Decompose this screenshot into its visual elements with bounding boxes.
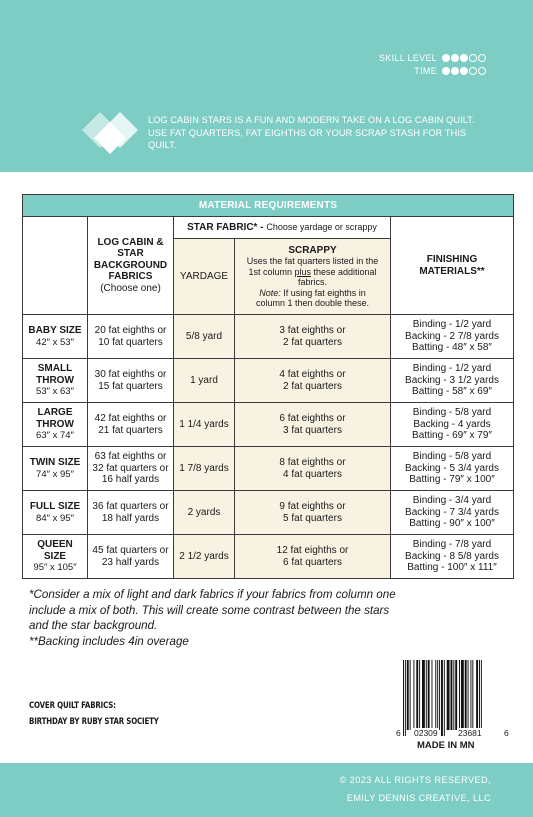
barcode-bar [455,660,457,730]
finishing-cell [391,535,514,579]
table-row [23,315,514,359]
barcode-bar [437,660,438,730]
fabric-line: 45 fat quarters or [92,545,169,556]
copyright-company: EMILY DENNIS CREATIVE, LLC [346,793,491,803]
size-cell [23,491,88,535]
barcode-bar [403,660,404,736]
fabric-cell [88,447,174,491]
scrappy-desc-part: 1st column [248,266,295,277]
size-cell [23,359,88,403]
table-title: MATERIAL REQUIREMENTS [23,195,514,217]
rating-dot-filled [451,67,459,75]
barcode-bar [435,660,436,730]
header-band [0,0,533,172]
scrappy-cell [235,535,391,579]
batting-line: Batting - 90″ x 100″ [409,518,495,530]
intro-line: LOG CABIN STARS IS A FUN AND MODERN TAKE ON A LOG CABIN QUILT. [148,115,475,125]
rating-dot-filled [451,54,459,62]
finishing-cell [391,359,514,403]
finishing-cell [391,315,514,359]
star-fabric-label: STAR FABRIC* - [187,221,264,233]
binding-line: Binding - 5/8 yard [412,451,492,463]
time-label: TIME [414,66,437,76]
cover-fabrics [29,698,159,730]
yardage-cell: 1 7/8 yards [174,447,235,491]
barcode-bar [432,660,433,730]
scrappy-line: 4 fat eighths or [279,369,346,380]
size-name: LARGE [37,407,73,419]
barcode-bar [413,660,414,730]
barcode-bar [422,660,425,730]
scrappy-line: 12 fat eighths or [276,545,349,556]
barcode-bar [479,660,480,736]
size-name: THROW [36,374,74,386]
binding-line: Binding - 3/4 yard [412,495,492,507]
binding-line: Binding - 1/2 yard [412,319,492,331]
size-cell [23,403,88,447]
scrappy-line: 6 fat eighths or [279,413,346,424]
header-text: STAR [117,248,144,260]
size-dimensions: 95″ x 105″ [33,562,77,574]
barcode-bar [407,660,409,730]
scrappy-cell [235,403,391,447]
scrappy-cell [235,447,391,491]
scrappy-note-text: If using fat eighths in [280,287,366,298]
barcode-bars [401,660,505,738]
table-row [23,535,514,579]
size-name: QUEEN [37,539,73,551]
size-dimensions: 63″ x 74″ [36,430,74,442]
binding-line: Binding - 5/8 yard [412,407,492,419]
scrappy-cell [235,491,391,535]
scrappy-line: 2 fat quarters [283,336,342,348]
cover-fabrics-name: BIRTHDAY BY RUBY STAR SOCIETY [29,717,159,727]
scrappy-note-line [237,288,388,299]
fabric-cell [88,359,174,403]
size-dimensions: 53″ x 63″ [36,386,74,398]
barcode-bar [465,660,467,730]
yardage-cell: 5/8 yard [174,315,235,359]
footnote-line: **Backing includes 4in overage [29,634,189,648]
batting-line: Batting - 79″ x 100″ [409,474,495,486]
scrappy-note-line: column 1 then double these. [255,298,370,308]
size-dimensions: 74″ x 95″ [36,468,74,480]
backing-line: Backing - 7 3/4 yards [405,506,499,518]
fabric-cell [88,315,174,359]
size-name: SMALL [37,363,73,375]
fabric-line: 63 fat eighths or [94,451,167,463]
header-text: SCRAPPY [288,244,337,256]
backing-line: Backing - 4 yards [413,418,491,430]
skill-level-row [379,53,486,63]
star-fabric-note: Choose yardage or scrappy [266,221,377,232]
footer-band [0,763,533,817]
scrappy-desc-line: Uses the fat quarters listed in the [246,256,379,266]
size-rows [23,315,514,579]
barcode-bar [428,660,430,730]
header-text: FABRICS [108,271,153,283]
fabric-cell [88,403,174,447]
scrappy-line: 2 fat quarters [283,380,342,392]
barcode-bar [453,660,454,730]
log-cabin-diamond-logo [78,108,142,160]
scrappy-cell [235,359,391,403]
scrappy-line: 5 fat quarters [283,512,342,524]
barcode-bar [459,660,460,730]
scrappy-line: 3 fat eighths or [279,325,346,336]
time-rating [442,67,486,75]
skill-level-rating [442,54,486,62]
backing-line: Backing - 8 5/8 yards [405,550,499,562]
scrappy-note-label: Note: [259,287,281,298]
barcode-group-2: 23681 [458,728,482,738]
rating-dot-filled [460,54,468,62]
finishing-cell [391,403,514,447]
fabric-line: 36 fat quarters or [92,501,169,512]
header-size-empty [23,217,88,315]
scrappy-line: 9 fat eighths or [279,501,346,512]
footnote-line: include a mix of both. This will create some contrast between the stars [29,603,390,617]
size-cell [23,535,88,579]
rating-dot-empty [469,67,477,75]
barcode-bar [444,660,445,736]
fabric-line: 21 fat quarters [98,424,163,436]
fabric-line: 10 fat quarters [98,336,163,348]
batting-line: Batting - 58″ x 69″ [412,386,492,398]
barcode-bar [461,660,464,730]
header-text: MATERIALS** [419,265,485,277]
yardage-cell: 1 yard [174,359,235,403]
scrappy-line: 8 fat eighths or [279,457,346,468]
size-name: TWIN SIZE [29,457,81,468]
rating-dot-filled [460,67,468,75]
batting-line: Batting - 48″ x 58″ [412,342,492,354]
barcode-bar [447,660,450,730]
table-row [23,403,514,447]
scrappy-description [237,256,388,309]
fabric-line: 42 fat eighths or [94,413,167,424]
barcode-bar [476,660,478,730]
fabric-cell [88,535,174,579]
intro-line: USE FAT QUARTERS, FAT EIGHTHS OR YOUR SCRAP STASH FOR THIS [148,127,467,138]
table-title-row [23,195,514,217]
fabric-cell [88,491,174,535]
fabric-line: 32 fat quarters or [92,462,169,474]
barcode-bar [468,660,469,730]
fabric-line: 18 half yards [101,512,160,524]
barcode-bar [439,660,440,730]
intro-line: QUILT. [148,140,177,150]
fabric-line: 15 fat quarters [98,380,163,392]
copyright [340,771,491,807]
yardage-cell: 2 1/2 yards [174,535,235,579]
backing-line: Backing - 3 1/2 yards [405,374,499,386]
header-scrappy [235,239,391,315]
barcode-bar [405,660,406,736]
binding-line: Binding - 7/8 yard [412,539,492,551]
material-requirements-table [22,194,514,579]
scrappy-line: 4 fat quarters [283,468,342,480]
barcode-bar [481,660,482,736]
scrappy-desc-line: fabrics. [297,277,327,287]
cover-fabrics-label: COVER QUILT FABRICS: [29,701,116,711]
scrappy-line: 3 fat quarters [283,424,342,436]
batting-line: Batting - 69″ x 79″ [412,430,492,442]
size-name: THROW [36,418,74,430]
barcode-group-1: 02309 [414,728,438,738]
scrappy-desc-plus: plus [294,266,311,277]
upc-barcode [395,660,510,750]
footnotes [29,587,509,649]
header-text: FINISHING [426,254,478,265]
header-finishing-materials [391,217,514,315]
header-log-cabin-fabrics [88,217,174,315]
scrappy-desc-line [237,267,388,278]
scrappy-desc-part: these additional [310,266,377,277]
time-row [414,66,486,76]
table-header-row [23,217,514,239]
barcode-bar [410,660,411,730]
backing-line: Backing - 5 3/4 yards [405,462,499,474]
size-name: FULL SIZE [29,501,81,512]
fabric-line: 16 half yards [101,474,160,486]
table-row [23,491,514,535]
barcode-bar [416,660,418,730]
backing-line: Backing - 2 7/8 yards [405,330,499,342]
fabric-line: 30 fat eighths or [94,369,167,380]
barcode-bar [472,660,473,730]
rating-dot-empty [478,67,486,75]
size-cell [23,315,88,359]
barcode-digit-right: 6 [504,728,509,738]
binding-line: Binding - 1/2 yard [412,363,492,375]
barcode-bar [470,660,471,730]
table-row [23,447,514,491]
yardage-cell: 1 1/4 yards [174,403,235,447]
made-in-label: MADE IN MN [417,740,475,751]
skill-level-label: SKILL LEVEL [378,53,437,63]
barcode-digit-left: 6 [396,728,401,738]
rating-dot-filled [442,54,450,62]
header-star-fabric [174,217,391,239]
yardage-cell: 2 yards [174,491,235,535]
scrappy-cell [235,315,391,359]
fabric-line: 23 half yards [101,556,160,568]
header-yardage: YARDAGE [174,239,235,315]
header-text: LOG CABIN & [97,236,164,248]
footnote-line: and the star background. [29,619,158,632]
finishing-cell [391,491,514,535]
header-subtext: (Choose one) [100,282,161,294]
barcode-bar [419,660,420,730]
size-dimensions: 42″ x 53″ [36,336,74,348]
intro-text [148,114,508,152]
fabric-line: 20 fat eighths or [94,325,167,336]
size-name: BABY SIZE [28,325,82,336]
table-row [23,359,514,403]
barcode-bar [451,660,453,730]
size-dimensions: 84″ x 95″ [36,512,74,524]
size-cell [23,447,88,491]
size-name: SIZE [43,550,67,562]
scrappy-line: 6 fat quarters [283,556,342,568]
rating-dot-empty [478,54,486,62]
finishing-cell [391,447,514,491]
barcode-bar [441,660,443,736]
batting-line: Batting - 100″ x 111″ [407,562,497,574]
footnote-line: *Consider a mix of light and dark fabrics if your fabrics from column one [29,588,396,601]
copyright-line: © 2023 ALL RIGHTS RESERVED, [339,775,491,785]
rating-dot-filled [442,67,450,75]
rating-dot-empty [469,54,477,62]
barcode-bar [426,660,427,730]
header-text: BACKGROUND [93,259,168,271]
